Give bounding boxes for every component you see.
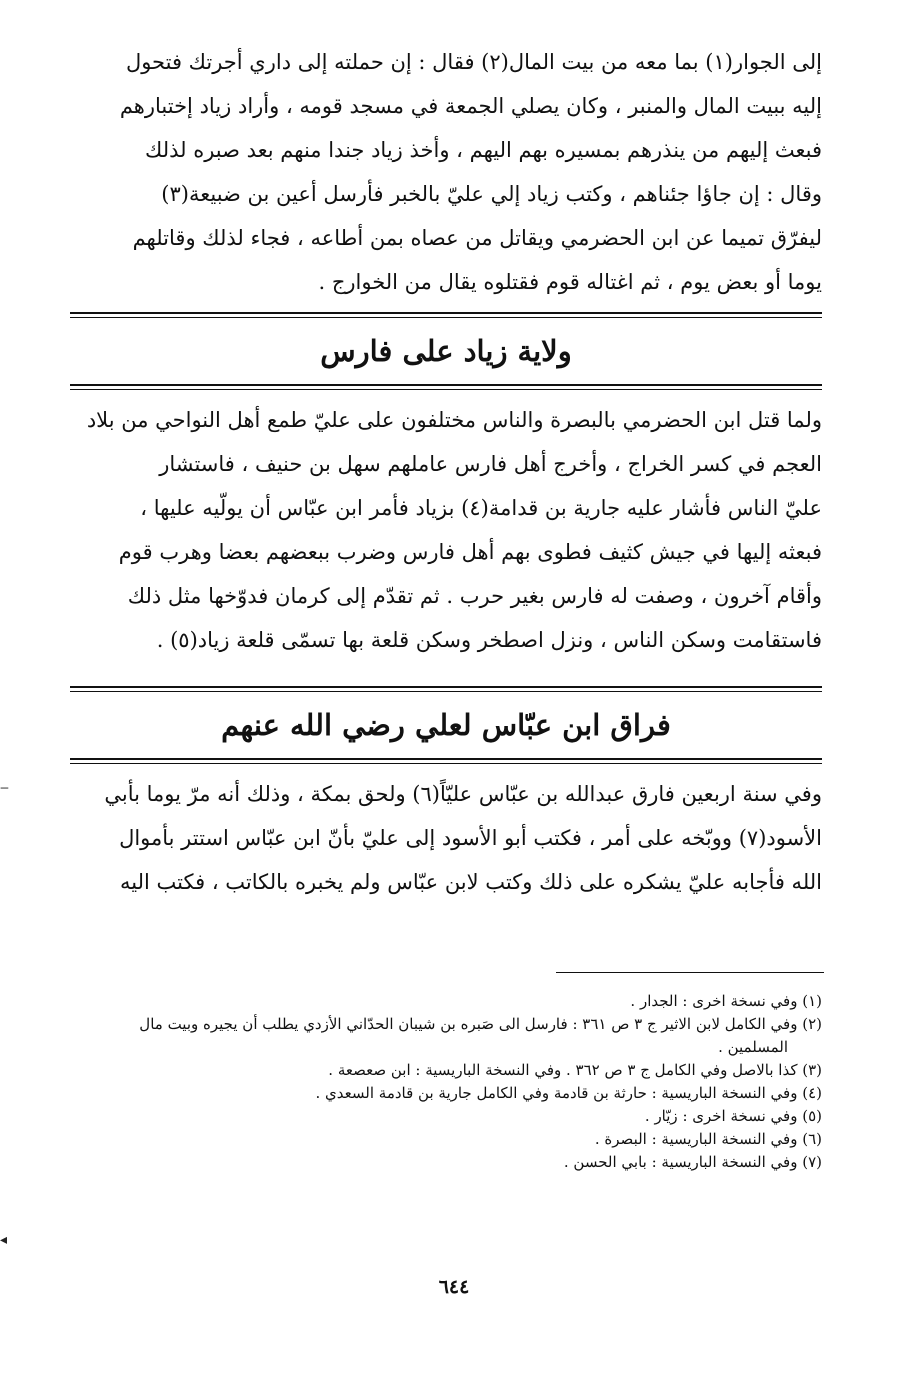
text-line: وقال : إن جاؤا جئناهم ، وكتب زياد إلي عليّ بالخبر فأرسل أعين بن ضبيعة(٣) — [161, 182, 822, 206]
text-line: الأسود(٧) ووبّخه على أمر ، فكتب أبو الأسود إلى عليّ بأنّ ابن عبّاس استتر بأموال — [119, 826, 822, 850]
section-heading-ziyad-fars: ولاية زياد على فارس — [320, 334, 572, 368]
text-line: وفي سنة اربعين فارق عبدالله بن عبّاس عليّاً(٦) ولحق بمكة ، وذلك أنه مرّ يوما بأبي — [104, 782, 822, 806]
text-line: الله فأجابه عليّ يشكره على ذلك وكتب لابن عبّاس ولم يخبره بالكاتب ، فكتب اليه — [120, 870, 822, 894]
page-number: ٦٤٤ — [438, 1276, 470, 1298]
text-line: فاستقامت وسكن الناس ، ونزل اصطخر وسكن قلعة بها تسمّى قلعة زياد(٥) . — [156, 628, 822, 652]
footnote: (٥) وفي نسخة اخرى : زيّار . — [644, 1107, 822, 1125]
text-line: إليه ببيت المال والمنبر ، وكان يصلي الجمعة في مسجد قومه ، وأراد زياد إختبارهم — [119, 94, 822, 118]
text-line: العجم في كسر الخراج ، وأخرج أهل فارس عاملهم سهل بن حنيف ، فاستشار — [159, 452, 822, 476]
scan-mark: ◂ — [0, 1232, 8, 1248]
page-body — [70, 40, 822, 922]
footnote-separator — [556, 972, 824, 973]
text-line: ولما قتل ابن الحضرمي بالبصرة والناس مختلفون على عليّ طمع أهل النواحي من بلاد — [86, 408, 822, 432]
section-heading-ibn-abbas: فراق ابن عبّاس لعلي رضي الله عنهم — [221, 708, 671, 742]
text-line: وأقام آخرون ، وصفت له فارس بغير حرب . ثم تقدّم إلى كرمان فدوّخها مثل ذلك — [127, 584, 822, 608]
paragraph-ibn-abbas — [70, 764, 822, 922]
scan-mark: ‒ — [0, 780, 9, 796]
text-line: ليفرّق تميما عن ابن الحضرمي ويقاتل من عصاه بمن أطاعه ، فجاء لذلك وقاتلهم — [132, 226, 822, 250]
text-line: فبعثه إليها في جيش كثيف فطوى بهم أهل فارس وضرب ببعضهم بعضا وهرب قوم — [118, 540, 822, 564]
footnotes — [80, 990, 822, 1174]
paragraph-ziyad-fars — [70, 390, 822, 686]
text-line: عليّ الناس فأشار عليه جارية بن قدامة(٤) بزياد فأمر ابن عبّاس أن يولّيه عليها ، — [140, 496, 822, 520]
text-line: إلى الجوار(١) بما معه من بيت المال(٢) فقال : إن حملته إلى داري أجرتك فتحول — [125, 50, 822, 74]
footnote: (٢) وفي الكامل لابن الاثير ج ٣ ص ٣٦١ : فارسل الى صَبره بن شيبان الحدّاني الأزدي يطلب أن يجيره وبيت مال المسلمين . — [139, 1015, 822, 1056]
footnote: (٤) وفي النسخة الباريسية : حارثة بن قادمة وفي الكامل جارية بن قادمة السعدي . — [315, 1084, 822, 1102]
text-line: يوما أو بعض يوم ، ثم اغتاله قوم فقتلوه يقال من الخوارج . — [318, 270, 822, 294]
footnote: (٧) وفي النسخة الباريسية : بابي الحسن . — [563, 1153, 822, 1171]
footnote: (١) وفي نسخة اخرى : الجدار . — [630, 992, 822, 1010]
footnote: (٣) كذا بالاصل وفي الكامل ج ٣ ص ٣٦٢ . وفي النسخة الباريسية : ابن صعصعة . — [328, 1061, 822, 1079]
text-line: فبعث إليهم من ينذرهم بمسيره بهم اليهم ، وأخذ زياد جندا منهم بعد صبره لذلك — [145, 138, 822, 162]
paragraph-intro — [70, 40, 822, 312]
footnote: (٦) وفي النسخة الباريسية : البصرة . — [594, 1130, 822, 1148]
